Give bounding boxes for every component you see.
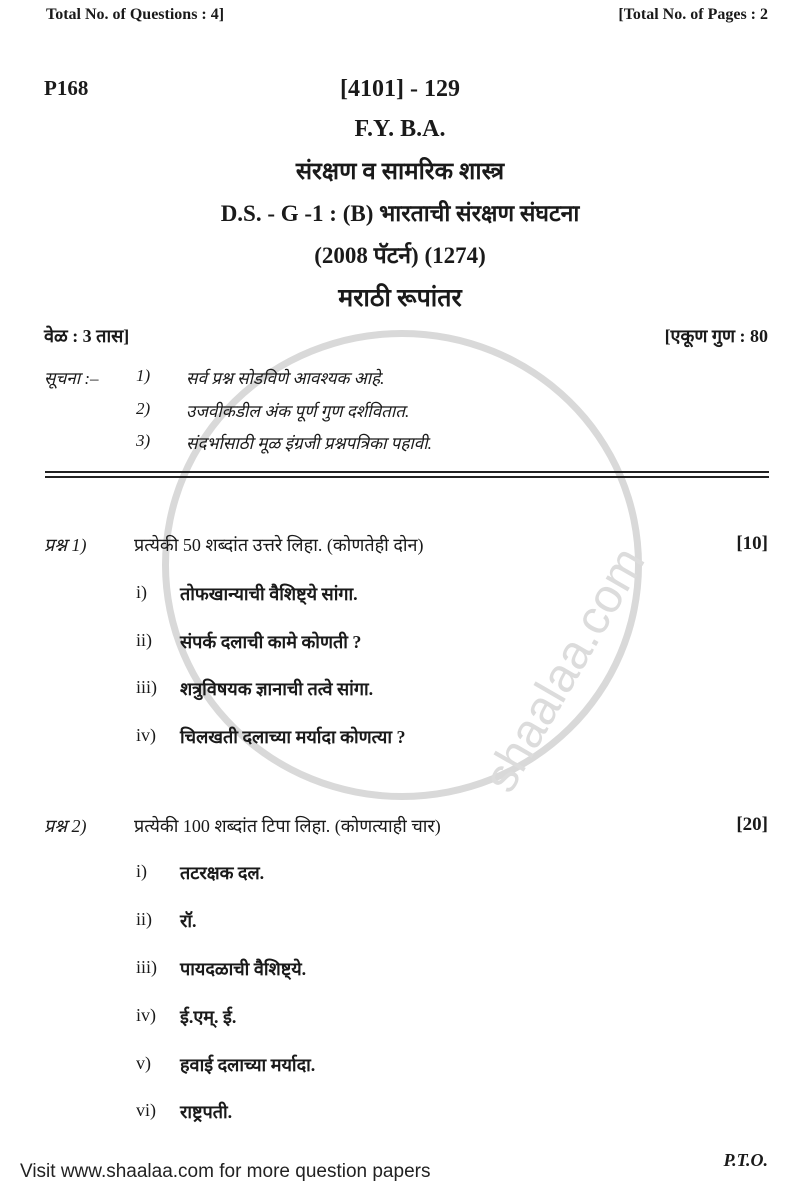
paper-code: P168 <box>44 76 89 100</box>
item-num: iii) <box>136 957 157 977</box>
question-label: प्रश्न 1) <box>44 535 87 555</box>
question-label: प्रश्न 2) <box>44 816 87 836</box>
promo-link[interactable]: Visit www.shaalaa.com for more question papers <box>20 1161 431 1182</box>
instruction-text: सर्व प्रश्न सोडविणे आवश्यक आहे. <box>186 369 385 388</box>
item-num: ii) <box>136 630 152 650</box>
instruction-num: 2) <box>136 399 151 418</box>
item-num: i) <box>136 582 147 602</box>
item-num: vi) <box>136 1100 156 1120</box>
item-num: v) <box>136 1053 151 1073</box>
item-text: राष्ट्रपती. <box>180 1102 233 1122</box>
item-num: iii) <box>136 677 157 697</box>
item-text: तटरक्षक दल. <box>180 863 265 883</box>
divider-rule <box>45 471 769 473</box>
pattern: (2008 पॅटर्न) (1274) <box>314 243 486 268</box>
item-text: चिलखती दलाच्या मर्यादा कोणत्या ? <box>180 727 406 747</box>
paper-title: D.S. - G -1 : (B) भारताची संरक्षण संघटना <box>220 201 580 226</box>
pto-label: P.T.O. <box>723 1150 768 1170</box>
exam-code: [4101] - 129 <box>340 76 460 102</box>
max-marks: [एकूण गुण : 80 <box>664 326 768 346</box>
item-num: iv) <box>136 1005 156 1025</box>
translation-label: मराठी रूपांतर <box>338 285 462 312</box>
instruction-num: 3) <box>136 431 151 450</box>
item-num: i) <box>136 861 147 881</box>
instruction-num: 1) <box>136 366 151 385</box>
divider-rule <box>45 476 769 478</box>
item-text: ई.एम्. ई. <box>180 1007 237 1027</box>
item-text: शत्रुविषयक ज्ञानाची तत्वे सांगा. <box>180 679 374 699</box>
item-text: पायदळाची वैशिष्ट्ये. <box>180 959 307 979</box>
course: F.Y. B.A. <box>354 116 446 142</box>
item-text: हवाई दलाच्या मर्यादा. <box>180 1055 316 1075</box>
item-num: ii) <box>136 909 152 929</box>
item-text: रॉ. <box>180 911 197 931</box>
subject: संरक्षण व सामरिक शास्त्र <box>295 159 505 185</box>
question-marks: [10] <box>736 533 768 554</box>
total-pages: [Total No. of Pages : 2 <box>618 6 768 23</box>
instruction-text: संदर्भासाठी मूळ इंग्रजी प्रश्नपत्रिका पहावी. <box>186 434 432 453</box>
instructions-label: सूचना :– <box>44 369 99 388</box>
instruction-text: उजवीकडील अंक पूर्ण गुण दर्शवितात. <box>186 402 410 421</box>
total-questions: Total No. of Questions : 4] <box>46 6 225 23</box>
item-text: तोफखान्याची वैशिष्ट्ये सांगा. <box>180 584 358 604</box>
question-text: प्रत्येकी 100 शब्दांत टिपा लिहा. (कोणत्याही चार) <box>134 816 441 836</box>
watermark-text: shaalaa.com <box>473 538 656 801</box>
item-num: iv) <box>136 725 156 745</box>
question-text: प्रत्येकी 50 शब्दांत उत्तरे लिहा. (कोणतेही दोन) <box>134 535 424 555</box>
question-marks: [20] <box>736 814 768 835</box>
item-text: संपर्क दलाची कामे कोणती ? <box>180 632 362 652</box>
time: वेळ : 3 तास] <box>44 326 130 346</box>
